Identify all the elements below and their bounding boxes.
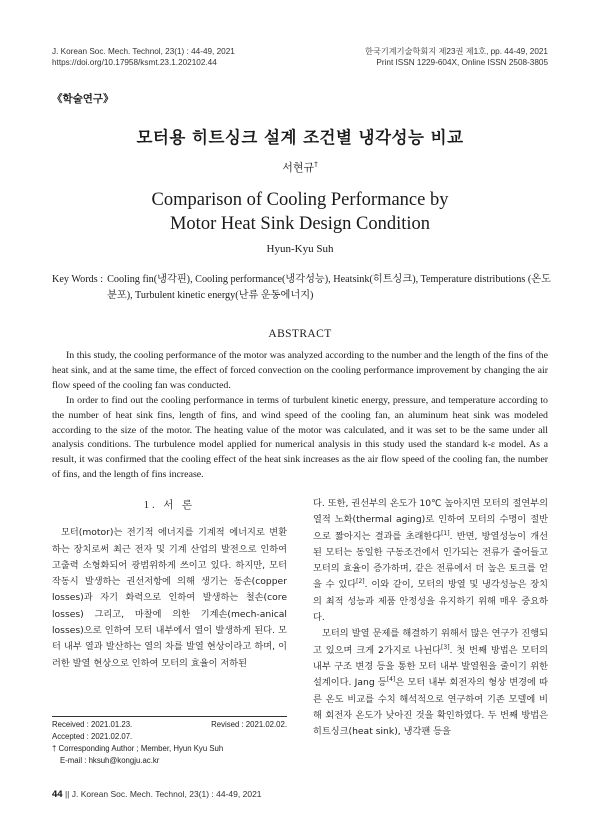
body-text: 은 모터 내부 회전자의 형상 변경에 따른 온도 비교를 수치 해석적으로 연구하여 기존 모델에 비해 회전자 온도가 낮아진 것을 확인하였다. 두 번째 방법은 히트싱크(heat sink), 냉각팬 등을 <box>313 677 548 738</box>
corresponding-author: † Corresponding Author ; Member, Hyun Kyu Suh <box>52 744 224 753</box>
footnote <box>52 719 287 767</box>
section-title: 1. 서 론 <box>143 500 196 511</box>
citation[interactable]: [4] <box>386 676 396 684</box>
journal-info <box>365 46 548 68</box>
issn-line: Print ISSN 1229-604X, Online ISSN 2508-3805 <box>376 58 548 67</box>
keywords-text: Cooling fin(냉각핀), Cooling performance(냉각성능), Heatsink(히트싱크), Temperature distributions (온도분포), Turbulent kinetic energy(난류 운동에너지) <box>107 274 551 301</box>
body-text: . 첫 번째 방법은 모터의 내부 구조 변경 등을 통한 모터 내부 발열원을 줄이기 위한 설계이다. Jang 등 <box>313 644 549 689</box>
body-paragraph <box>313 496 548 626</box>
footer-separator: || <box>64 789 72 799</box>
abstract-title: ABSTRACT <box>268 328 332 340</box>
page-number: 44 <box>52 789 63 800</box>
journal-citation-line: J. Korean Soc. Mech. Technol, 23(1) : 44-49, 2021 <box>52 47 235 56</box>
body-text: 모터의 발열 문제를 해결하기 위해서 많은 연구가 진행되고 있으며 크게 2가지로 나뉜다 <box>313 628 548 656</box>
author-korean-name: 서현규 <box>282 161 315 174</box>
body-paragraph <box>313 626 548 740</box>
journal-citation <box>52 46 235 68</box>
body-text: 다. 또한, 권선부의 온도가 10℃ 높아지면 모터의 절연부의 열적 노화(thermal aging)로 인하여 모터의 수명이 절반으로 짧아지는 결과를 초래한다 <box>313 498 548 542</box>
corresponding-mark: † <box>314 160 318 169</box>
title-english-line1: Comparison of Cooling Performance by <box>151 190 449 210</box>
keywords-label: Key Words : <box>52 274 104 285</box>
keywords <box>52 272 552 303</box>
abstract <box>52 349 548 483</box>
doi-link[interactable]: https://doi.org/10.17958/ksmt.23.1.202102.44 <box>52 58 217 67</box>
citation[interactable]: [2] <box>356 578 365 586</box>
title-english-line2: Motor Heat Sink Design Condition <box>169 214 431 234</box>
accepted-date: Accepted : 2021.02.07. <box>52 732 133 741</box>
author-korean <box>0 159 600 175</box>
author-email[interactable]: E-mail : hksuh@kongju.ac.kr <box>60 756 160 765</box>
body-text: . 이와 같이, 모터의 방열 및 냉각성능은 장치의 최적 성능과 제품 안정성을 유지하기 위해 매우 중요하다. <box>313 579 548 624</box>
citation[interactable]: [1] <box>441 529 450 537</box>
title-english <box>0 188 600 236</box>
page-footer <box>52 789 262 800</box>
dates-row <box>52 719 287 731</box>
footnote-divider <box>52 716 287 717</box>
footer-citation: J. Korean Soc. Mech. Technol, 23(1) : 44-49, 2021 <box>71 789 262 799</box>
right-column <box>313 496 548 740</box>
body-paragraph: 모터(motor)는 전기적 에너지를 기계적 에너지로 변환하는 장치로써 최근 전자 및 기계 산업의 발전으로 인하여 고출력 소형화되어 광범위하게 쓰이고 있다. 하지만, 모터 작동시 발생하는 권선저항에 의해 생기는 동손(copper losses)과 자기 화력으로 인하여 발생하는 철손(core losses) 그리고, 마찰에 의한 기계손(mech-anical losses)으로 인하여 모터 내부에서 열이 발생하게 된다. 모터 내부 열과 발산하는 열의 차를 발열 현상이라고 하며, 이러한 발열 현상으로 인하여 모터의 효율이 저하된 <box>52 527 287 669</box>
author-english: Hyun-Kyu Suh <box>266 243 334 255</box>
body-text: . 반면, 방열성능이 개선된 모터는 동일한 구동조건에서 인가되는 전류가 줄어들고 모터의 효율이 증가하며, 같은 전류에서 더 높은 토크를 얻을 수 있다 <box>313 530 548 591</box>
abstract-paragraph: In this study, the cooling performance of the motor was analyzed according to the number and the length of the fins of the heat sink, and at the same time, the effect of forced convection on the cooling performance improvement by changing the air flow speed of the cooling fan was conducted. <box>52 350 548 391</box>
citation[interactable]: [3] <box>441 643 450 651</box>
received-date: Received : 2021.01.23. <box>52 720 133 729</box>
revised-date: Revised : 2021.02.02. <box>211 720 287 729</box>
article-category: 《학술연구》 <box>52 93 114 105</box>
abstract-paragraph: In order to find out the cooling performance in terms of turbulent kinetic energy, pressure, and temperature according to the number of heat sink fins, length of fins, and wind speed of the cooling fan, an aluminum heat sink was modeled according to the size of the motor. The heating value of the motor was calculated, and it was set to be the same under all analysis conditions. The turbulence model applied for numerical analysis in this study used the standard k-ε model. As a result, it was confirmed that the cooling effect of the heat sink increases as the air flow speed of the cooling fan, the number of fins, and the length of fins increase. <box>52 394 548 481</box>
left-column <box>52 498 287 672</box>
title-korean: 모터용 히트싱크 설계 조건별 냉각성능 비교 <box>136 128 464 147</box>
journal-info-line: 한국기계기술학회지 제23권 제1호, pp. 44-49, 2021 <box>365 47 548 56</box>
